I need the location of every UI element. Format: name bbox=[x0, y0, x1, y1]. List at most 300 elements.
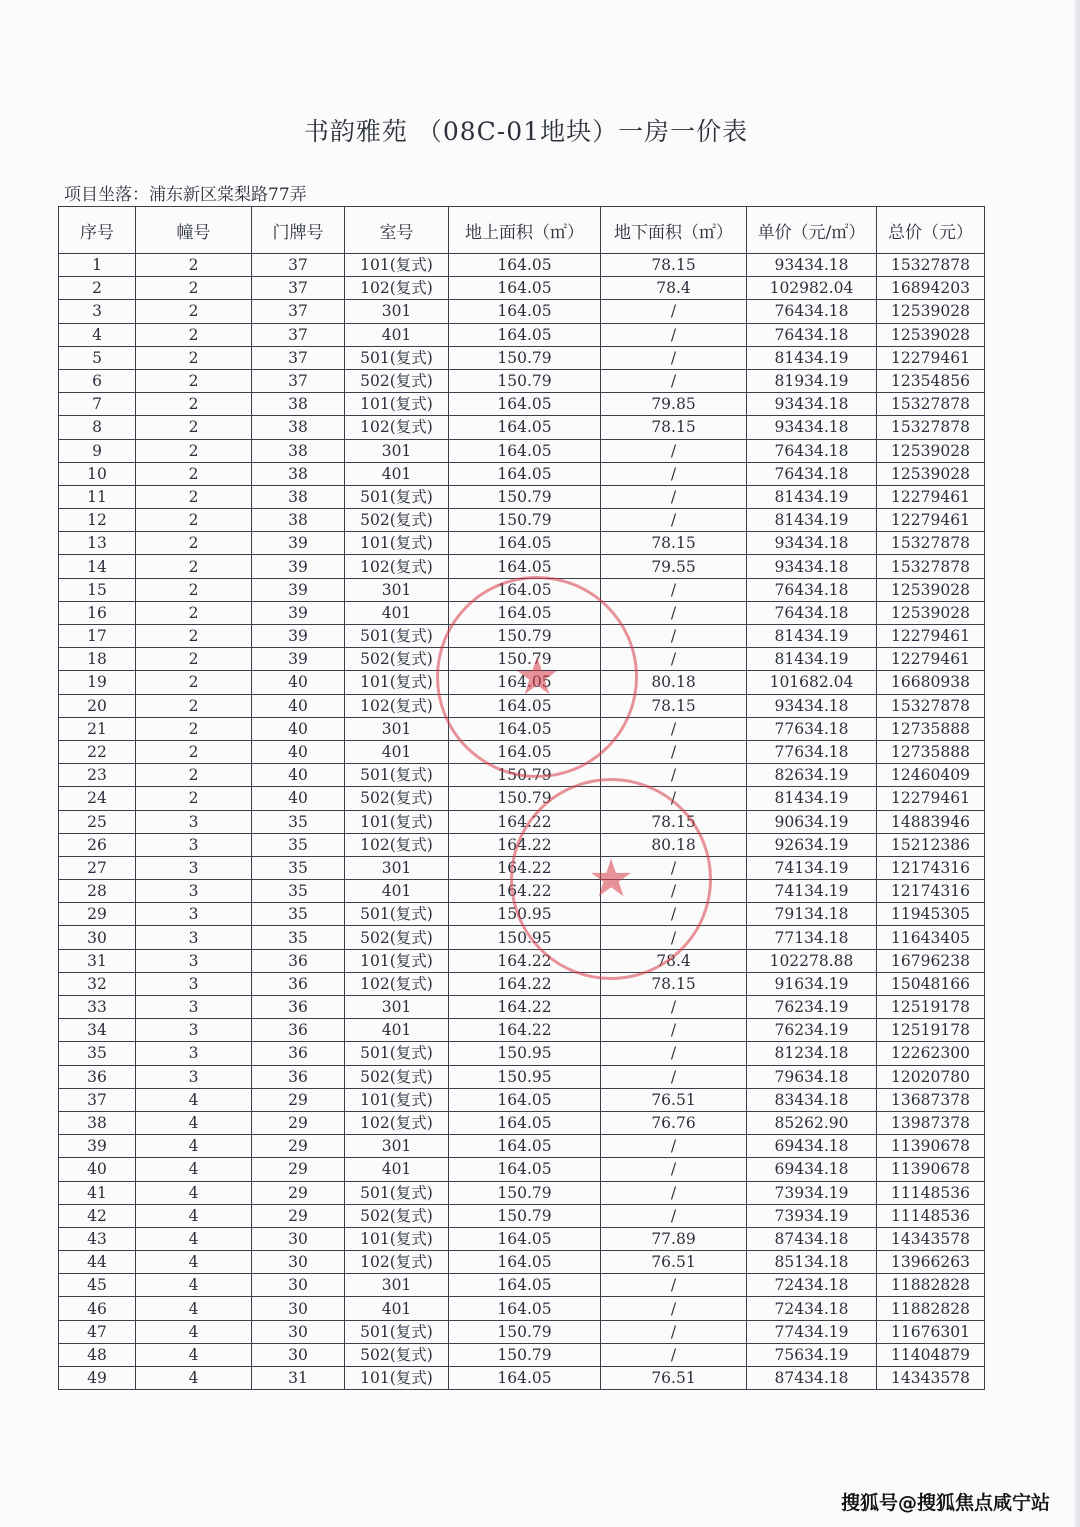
cell-seq: 17 bbox=[59, 625, 136, 648]
cell-above-ground-area: 150.79 bbox=[449, 1320, 601, 1343]
cell-building: 3 bbox=[136, 856, 252, 879]
cell-unit-price: 72434.18 bbox=[747, 1297, 877, 1320]
cell-above-ground-area: 164.22 bbox=[449, 880, 601, 903]
cell-building: 2 bbox=[136, 462, 252, 485]
cell-unit-price: 81434.19 bbox=[747, 787, 877, 810]
cell-above-ground-area: 164.05 bbox=[449, 740, 601, 763]
cell-seq: 38 bbox=[59, 1111, 136, 1134]
cell-room: 502(复式) bbox=[345, 1204, 449, 1227]
table-row bbox=[59, 996, 985, 1019]
cell-above-ground-area: 164.05 bbox=[449, 1251, 601, 1274]
cell-door-number: 29 bbox=[252, 1111, 345, 1134]
cell-underground-area: / bbox=[601, 1065, 747, 1088]
cell-building: 2 bbox=[136, 346, 252, 369]
cell-room: 401 bbox=[345, 601, 449, 624]
cell-seq: 14 bbox=[59, 555, 136, 578]
cell-unit-price: 77634.18 bbox=[747, 740, 877, 763]
cell-above-ground-area: 164.05 bbox=[449, 694, 601, 717]
cell-door-number: 36 bbox=[252, 1065, 345, 1088]
cell-building: 2 bbox=[136, 787, 252, 810]
cell-unit-price: 93434.18 bbox=[747, 393, 877, 416]
table-row bbox=[59, 833, 985, 856]
cell-door-number: 40 bbox=[252, 694, 345, 717]
cell-unit-price: 93434.18 bbox=[747, 555, 877, 578]
cell-underground-area: / bbox=[601, 856, 747, 879]
cell-door-number: 30 bbox=[252, 1251, 345, 1274]
cell-room: 102(复式) bbox=[345, 972, 449, 995]
table-row bbox=[59, 1065, 985, 1088]
cell-door-number: 36 bbox=[252, 1042, 345, 1065]
cell-door-number: 35 bbox=[252, 880, 345, 903]
cell-seq: 35 bbox=[59, 1042, 136, 1065]
cell-total-price: 12020780 bbox=[877, 1065, 985, 1088]
cell-room: 301 bbox=[345, 717, 449, 740]
cell-unit-price: 76434.18 bbox=[747, 578, 877, 601]
cell-unit-price: 77634.18 bbox=[747, 717, 877, 740]
cell-room: 502(复式) bbox=[345, 1065, 449, 1088]
cell-door-number: 37 bbox=[252, 300, 345, 323]
cell-total-price: 15327878 bbox=[877, 393, 985, 416]
cell-above-ground-area: 150.79 bbox=[449, 787, 601, 810]
cell-seq: 4 bbox=[59, 323, 136, 346]
cell-above-ground-area: 164.22 bbox=[449, 949, 601, 972]
cell-seq: 29 bbox=[59, 903, 136, 926]
cell-total-price: 12735888 bbox=[877, 740, 985, 763]
cell-room: 502(复式) bbox=[345, 787, 449, 810]
cell-room: 401 bbox=[345, 462, 449, 485]
cell-door-number: 39 bbox=[252, 601, 345, 624]
cell-door-number: 30 bbox=[252, 1320, 345, 1343]
cell-seq: 6 bbox=[59, 369, 136, 392]
cell-seq: 42 bbox=[59, 1204, 136, 1227]
table-row bbox=[59, 277, 985, 300]
cell-seq: 47 bbox=[59, 1320, 136, 1343]
table-row bbox=[59, 694, 985, 717]
cell-unit-price: 76434.18 bbox=[747, 439, 877, 462]
cell-underground-area: / bbox=[601, 578, 747, 601]
cell-above-ground-area: 164.05 bbox=[449, 1274, 601, 1297]
cell-unit-price: 101682.04 bbox=[747, 671, 877, 694]
cell-above-ground-area: 164.05 bbox=[449, 323, 601, 346]
cell-above-ground-area: 150.79 bbox=[449, 369, 601, 392]
cell-building: 3 bbox=[136, 972, 252, 995]
cell-seq: 40 bbox=[59, 1158, 136, 1181]
cell-total-price: 16894203 bbox=[877, 277, 985, 300]
cell-door-number: 36 bbox=[252, 996, 345, 1019]
cell-unit-price: 91634.19 bbox=[747, 972, 877, 995]
cell-unit-price: 102278.88 bbox=[747, 949, 877, 972]
table-body bbox=[59, 254, 985, 1390]
cell-room: 401 bbox=[345, 323, 449, 346]
cell-total-price: 15327878 bbox=[877, 532, 985, 555]
cell-door-number: 36 bbox=[252, 972, 345, 995]
cell-door-number: 37 bbox=[252, 254, 345, 277]
cell-door-number: 40 bbox=[252, 671, 345, 694]
cell-above-ground-area: 164.05 bbox=[449, 1111, 601, 1134]
cell-building: 2 bbox=[136, 254, 252, 277]
cell-room: 501(复式) bbox=[345, 1181, 449, 1204]
cell-room: 101(复式) bbox=[345, 254, 449, 277]
cell-seq: 16 bbox=[59, 601, 136, 624]
cell-above-ground-area: 150.95 bbox=[449, 1065, 601, 1088]
cell-above-ground-area: 164.05 bbox=[449, 254, 601, 277]
table-row bbox=[59, 949, 985, 972]
cell-above-ground-area: 164.22 bbox=[449, 972, 601, 995]
cell-seq: 1 bbox=[59, 254, 136, 277]
cell-underground-area: / bbox=[601, 462, 747, 485]
cell-seq: 39 bbox=[59, 1135, 136, 1158]
table-row bbox=[59, 764, 985, 787]
cell-seq: 22 bbox=[59, 740, 136, 763]
cell-building: 4 bbox=[136, 1227, 252, 1250]
table-row bbox=[59, 926, 985, 949]
table-row bbox=[59, 1158, 985, 1181]
cell-room: 502(复式) bbox=[345, 509, 449, 532]
cell-above-ground-area: 164.05 bbox=[449, 300, 601, 323]
cell-building: 2 bbox=[136, 416, 252, 439]
cell-unit-price: 73934.19 bbox=[747, 1204, 877, 1227]
cell-building: 4 bbox=[136, 1111, 252, 1134]
cell-above-ground-area: 164.05 bbox=[449, 1227, 601, 1250]
cell-above-ground-area: 164.05 bbox=[449, 717, 601, 740]
cell-room: 101(复式) bbox=[345, 1227, 449, 1250]
cell-above-ground-area: 164.05 bbox=[449, 1135, 601, 1158]
cell-total-price: 13966263 bbox=[877, 1251, 985, 1274]
cell-underground-area: / bbox=[601, 648, 747, 671]
cell-room: 401 bbox=[345, 740, 449, 763]
cell-total-price: 11404879 bbox=[877, 1343, 985, 1366]
cell-total-price: 12279461 bbox=[877, 787, 985, 810]
cell-underground-area: / bbox=[601, 740, 747, 763]
cell-building: 3 bbox=[136, 880, 252, 903]
table-row bbox=[59, 439, 985, 462]
cell-underground-area: 76.76 bbox=[601, 1111, 747, 1134]
cell-room: 501(复式) bbox=[345, 764, 449, 787]
cell-unit-price: 69434.18 bbox=[747, 1158, 877, 1181]
cell-room: 501(复式) bbox=[345, 1042, 449, 1065]
cell-building: 4 bbox=[136, 1251, 252, 1274]
cell-total-price: 14883946 bbox=[877, 810, 985, 833]
cell-seq: 37 bbox=[59, 1088, 136, 1111]
cell-unit-price: 81434.19 bbox=[747, 509, 877, 532]
cell-underground-area: 78.15 bbox=[601, 254, 747, 277]
cell-building: 3 bbox=[136, 810, 252, 833]
table-row bbox=[59, 578, 985, 601]
cell-above-ground-area: 164.05 bbox=[449, 416, 601, 439]
cell-door-number: 35 bbox=[252, 926, 345, 949]
cell-seq: 13 bbox=[59, 532, 136, 555]
table-header-row bbox=[59, 207, 985, 254]
cell-door-number: 36 bbox=[252, 949, 345, 972]
cell-unit-price: 83434.18 bbox=[747, 1088, 877, 1111]
cell-total-price: 12279461 bbox=[877, 485, 985, 508]
cell-seq: 34 bbox=[59, 1019, 136, 1042]
cell-door-number: 30 bbox=[252, 1297, 345, 1320]
cell-seq: 9 bbox=[59, 439, 136, 462]
cell-door-number: 37 bbox=[252, 277, 345, 300]
cell-total-price: 15327878 bbox=[877, 694, 985, 717]
cell-room: 401 bbox=[345, 1019, 449, 1042]
cell-underground-area: / bbox=[601, 323, 747, 346]
cell-seq: 28 bbox=[59, 880, 136, 903]
cell-total-price: 12174316 bbox=[877, 880, 985, 903]
cell-door-number: 29 bbox=[252, 1181, 345, 1204]
cell-building: 2 bbox=[136, 694, 252, 717]
cell-building: 4 bbox=[136, 1274, 252, 1297]
cell-unit-price: 93434.18 bbox=[747, 532, 877, 555]
cell-above-ground-area: 164.05 bbox=[449, 393, 601, 416]
cell-seq: 24 bbox=[59, 787, 136, 810]
cell-total-price: 13987378 bbox=[877, 1111, 985, 1134]
cell-building: 4 bbox=[136, 1158, 252, 1181]
cell-unit-price: 82634.19 bbox=[747, 764, 877, 787]
cell-seq: 46 bbox=[59, 1297, 136, 1320]
cell-seq: 27 bbox=[59, 856, 136, 879]
cell-seq: 20 bbox=[59, 694, 136, 717]
table-row bbox=[59, 532, 985, 555]
cell-unit-price: 81934.19 bbox=[747, 369, 877, 392]
project-location: 项目坐落：浦东新区棠梨路77弄 bbox=[64, 185, 307, 205]
cell-underground-area: / bbox=[601, 1019, 747, 1042]
cell-door-number: 39 bbox=[252, 532, 345, 555]
cell-room: 301 bbox=[345, 578, 449, 601]
cell-underground-area: 78.15 bbox=[601, 416, 747, 439]
cell-room: 102(复式) bbox=[345, 555, 449, 578]
cell-underground-area: 78.4 bbox=[601, 277, 747, 300]
cell-door-number: 37 bbox=[252, 369, 345, 392]
cell-room: 101(复式) bbox=[345, 393, 449, 416]
cell-building: 2 bbox=[136, 393, 252, 416]
cell-seq: 19 bbox=[59, 671, 136, 694]
cell-door-number: 39 bbox=[252, 625, 345, 648]
cell-seq: 15 bbox=[59, 578, 136, 601]
table-row bbox=[59, 1019, 985, 1042]
cell-above-ground-area: 150.95 bbox=[449, 903, 601, 926]
cell-above-ground-area: 164.22 bbox=[449, 1019, 601, 1042]
cell-underground-area: 76.51 bbox=[601, 1251, 747, 1274]
cell-unit-price: 74134.19 bbox=[747, 880, 877, 903]
cell-seq: 21 bbox=[59, 717, 136, 740]
cell-total-price: 11390678 bbox=[877, 1158, 985, 1181]
cell-room: 301 bbox=[345, 856, 449, 879]
cell-building: 3 bbox=[136, 1019, 252, 1042]
table-row bbox=[59, 485, 985, 508]
cell-door-number: 38 bbox=[252, 393, 345, 416]
cell-door-number: 38 bbox=[252, 509, 345, 532]
cell-seq: 5 bbox=[59, 346, 136, 369]
cell-door-number: 29 bbox=[252, 1204, 345, 1227]
cell-door-number: 38 bbox=[252, 462, 345, 485]
cell-seq: 26 bbox=[59, 833, 136, 856]
cell-above-ground-area: 150.79 bbox=[449, 648, 601, 671]
cell-underground-area: / bbox=[601, 369, 747, 392]
cell-door-number: 38 bbox=[252, 485, 345, 508]
cell-underground-area: / bbox=[601, 926, 747, 949]
cell-above-ground-area: 150.79 bbox=[449, 764, 601, 787]
cell-door-number: 30 bbox=[252, 1227, 345, 1250]
cell-building: 2 bbox=[136, 300, 252, 323]
cell-building: 4 bbox=[136, 1367, 252, 1390]
cell-total-price: 15327878 bbox=[877, 254, 985, 277]
cell-unit-price: 90634.19 bbox=[747, 810, 877, 833]
cell-above-ground-area: 150.79 bbox=[449, 1343, 601, 1366]
cell-total-price: 12539028 bbox=[877, 439, 985, 462]
cell-underground-area: 78.4 bbox=[601, 949, 747, 972]
cell-underground-area: / bbox=[601, 1343, 747, 1366]
cell-building: 4 bbox=[136, 1204, 252, 1227]
cell-underground-area: / bbox=[601, 509, 747, 532]
cell-above-ground-area: 150.79 bbox=[449, 625, 601, 648]
table-row bbox=[59, 1111, 985, 1134]
cell-door-number: 40 bbox=[252, 764, 345, 787]
cell-total-price: 12539028 bbox=[877, 323, 985, 346]
cell-above-ground-area: 150.95 bbox=[449, 926, 601, 949]
cell-total-price: 13687378 bbox=[877, 1088, 985, 1111]
cell-total-price: 15327878 bbox=[877, 555, 985, 578]
cell-unit-price: 69434.18 bbox=[747, 1135, 877, 1158]
table-row bbox=[59, 1204, 985, 1227]
table-row bbox=[59, 740, 985, 763]
cell-above-ground-area: 164.22 bbox=[449, 810, 601, 833]
table-row bbox=[59, 787, 985, 810]
cell-room: 301 bbox=[345, 439, 449, 462]
cell-building: 2 bbox=[136, 509, 252, 532]
cell-above-ground-area: 150.79 bbox=[449, 485, 601, 508]
cell-underground-area: / bbox=[601, 439, 747, 462]
table-row bbox=[59, 1320, 985, 1343]
header-building: 幢号 bbox=[136, 207, 252, 254]
cell-building: 3 bbox=[136, 996, 252, 1019]
cell-door-number: 37 bbox=[252, 323, 345, 346]
cell-total-price: 12279461 bbox=[877, 346, 985, 369]
cell-underground-area: / bbox=[601, 1320, 747, 1343]
cell-room: 101(复式) bbox=[345, 1367, 449, 1390]
cell-underground-area: / bbox=[601, 625, 747, 648]
cell-building: 2 bbox=[136, 485, 252, 508]
cell-door-number: 36 bbox=[252, 1019, 345, 1042]
cell-door-number: 38 bbox=[252, 439, 345, 462]
cell-above-ground-area: 164.05 bbox=[449, 1088, 601, 1111]
cell-building: 2 bbox=[136, 648, 252, 671]
cell-building: 2 bbox=[136, 369, 252, 392]
cell-door-number: 37 bbox=[252, 346, 345, 369]
cell-building: 3 bbox=[136, 1065, 252, 1088]
cell-building: 3 bbox=[136, 949, 252, 972]
cell-building: 3 bbox=[136, 1042, 252, 1065]
cell-building: 4 bbox=[136, 1181, 252, 1204]
cell-unit-price: 93434.18 bbox=[747, 254, 877, 277]
cell-above-ground-area: 164.05 bbox=[449, 1158, 601, 1181]
cell-seq: 49 bbox=[59, 1367, 136, 1390]
cell-underground-area: 78.15 bbox=[601, 810, 747, 833]
cell-seq: 31 bbox=[59, 949, 136, 972]
cell-unit-price: 102982.04 bbox=[747, 277, 877, 300]
cell-building: 4 bbox=[136, 1088, 252, 1111]
cell-underground-area: / bbox=[601, 717, 747, 740]
cell-underground-area: / bbox=[601, 787, 747, 810]
scan-edge bbox=[1074, 0, 1080, 1527]
cell-room: 501(复式) bbox=[345, 346, 449, 369]
cell-seq: 7 bbox=[59, 393, 136, 416]
table-row bbox=[59, 972, 985, 995]
cell-underground-area: / bbox=[601, 601, 747, 624]
cell-above-ground-area: 164.22 bbox=[449, 833, 601, 856]
cell-total-price: 12539028 bbox=[877, 462, 985, 485]
cell-total-price: 11882828 bbox=[877, 1274, 985, 1297]
cell-door-number: 31 bbox=[252, 1367, 345, 1390]
cell-total-price: 11643405 bbox=[877, 926, 985, 949]
cell-total-price: 12735888 bbox=[877, 717, 985, 740]
cell-total-price: 11945305 bbox=[877, 903, 985, 926]
table-row bbox=[59, 671, 985, 694]
cell-seq: 44 bbox=[59, 1251, 136, 1274]
cell-total-price: 14343578 bbox=[877, 1227, 985, 1250]
cell-above-ground-area: 150.95 bbox=[449, 1042, 601, 1065]
cell-unit-price: 73934.19 bbox=[747, 1181, 877, 1204]
cell-room: 401 bbox=[345, 880, 449, 903]
cell-unit-price: 76234.19 bbox=[747, 1019, 877, 1042]
cell-unit-price: 79634.18 bbox=[747, 1065, 877, 1088]
cell-total-price: 15327878 bbox=[877, 416, 985, 439]
cell-unit-price: 81434.19 bbox=[747, 625, 877, 648]
cell-total-price: 11148536 bbox=[877, 1181, 985, 1204]
cell-seq: 23 bbox=[59, 764, 136, 787]
cell-seq: 12 bbox=[59, 509, 136, 532]
cell-above-ground-area: 150.79 bbox=[449, 509, 601, 532]
table-row bbox=[59, 601, 985, 624]
cell-room: 401 bbox=[345, 1158, 449, 1181]
cell-underground-area: / bbox=[601, 1158, 747, 1181]
cell-underground-area: / bbox=[601, 764, 747, 787]
cell-seq: 30 bbox=[59, 926, 136, 949]
cell-above-ground-area: 164.22 bbox=[449, 996, 601, 1019]
cell-underground-area: / bbox=[601, 880, 747, 903]
cell-room: 102(复式) bbox=[345, 1111, 449, 1134]
cell-door-number: 39 bbox=[252, 648, 345, 671]
cell-unit-price: 76234.19 bbox=[747, 996, 877, 1019]
cell-total-price: 12279461 bbox=[877, 625, 985, 648]
table-row bbox=[59, 648, 985, 671]
cell-total-price: 12262300 bbox=[877, 1042, 985, 1065]
cell-above-ground-area: 164.05 bbox=[449, 439, 601, 462]
table-row bbox=[59, 856, 985, 879]
cell-door-number: 30 bbox=[252, 1343, 345, 1366]
cell-above-ground-area: 164.05 bbox=[449, 1367, 601, 1390]
cell-building: 2 bbox=[136, 601, 252, 624]
cell-seq: 33 bbox=[59, 996, 136, 1019]
cell-underground-area: / bbox=[601, 996, 747, 1019]
cell-unit-price: 81434.19 bbox=[747, 648, 877, 671]
cell-room: 502(复式) bbox=[345, 369, 449, 392]
cell-unit-price: 93434.18 bbox=[747, 694, 877, 717]
cell-total-price: 12354856 bbox=[877, 369, 985, 392]
cell-room: 102(复式) bbox=[345, 833, 449, 856]
cell-underground-area: / bbox=[601, 1297, 747, 1320]
table-row bbox=[59, 880, 985, 903]
cell-door-number: 39 bbox=[252, 578, 345, 601]
cell-above-ground-area: 164.05 bbox=[449, 1297, 601, 1320]
cell-above-ground-area: 164.05 bbox=[449, 601, 601, 624]
cell-room: 502(复式) bbox=[345, 926, 449, 949]
cell-total-price: 11390678 bbox=[877, 1135, 985, 1158]
cell-underground-area: 78.15 bbox=[601, 532, 747, 555]
cell-room: 102(复式) bbox=[345, 277, 449, 300]
cell-room: 501(复式) bbox=[345, 625, 449, 648]
cell-total-price: 12279461 bbox=[877, 648, 985, 671]
cell-underground-area: / bbox=[601, 903, 747, 926]
table-row bbox=[59, 1274, 985, 1297]
cell-building: 2 bbox=[136, 764, 252, 787]
